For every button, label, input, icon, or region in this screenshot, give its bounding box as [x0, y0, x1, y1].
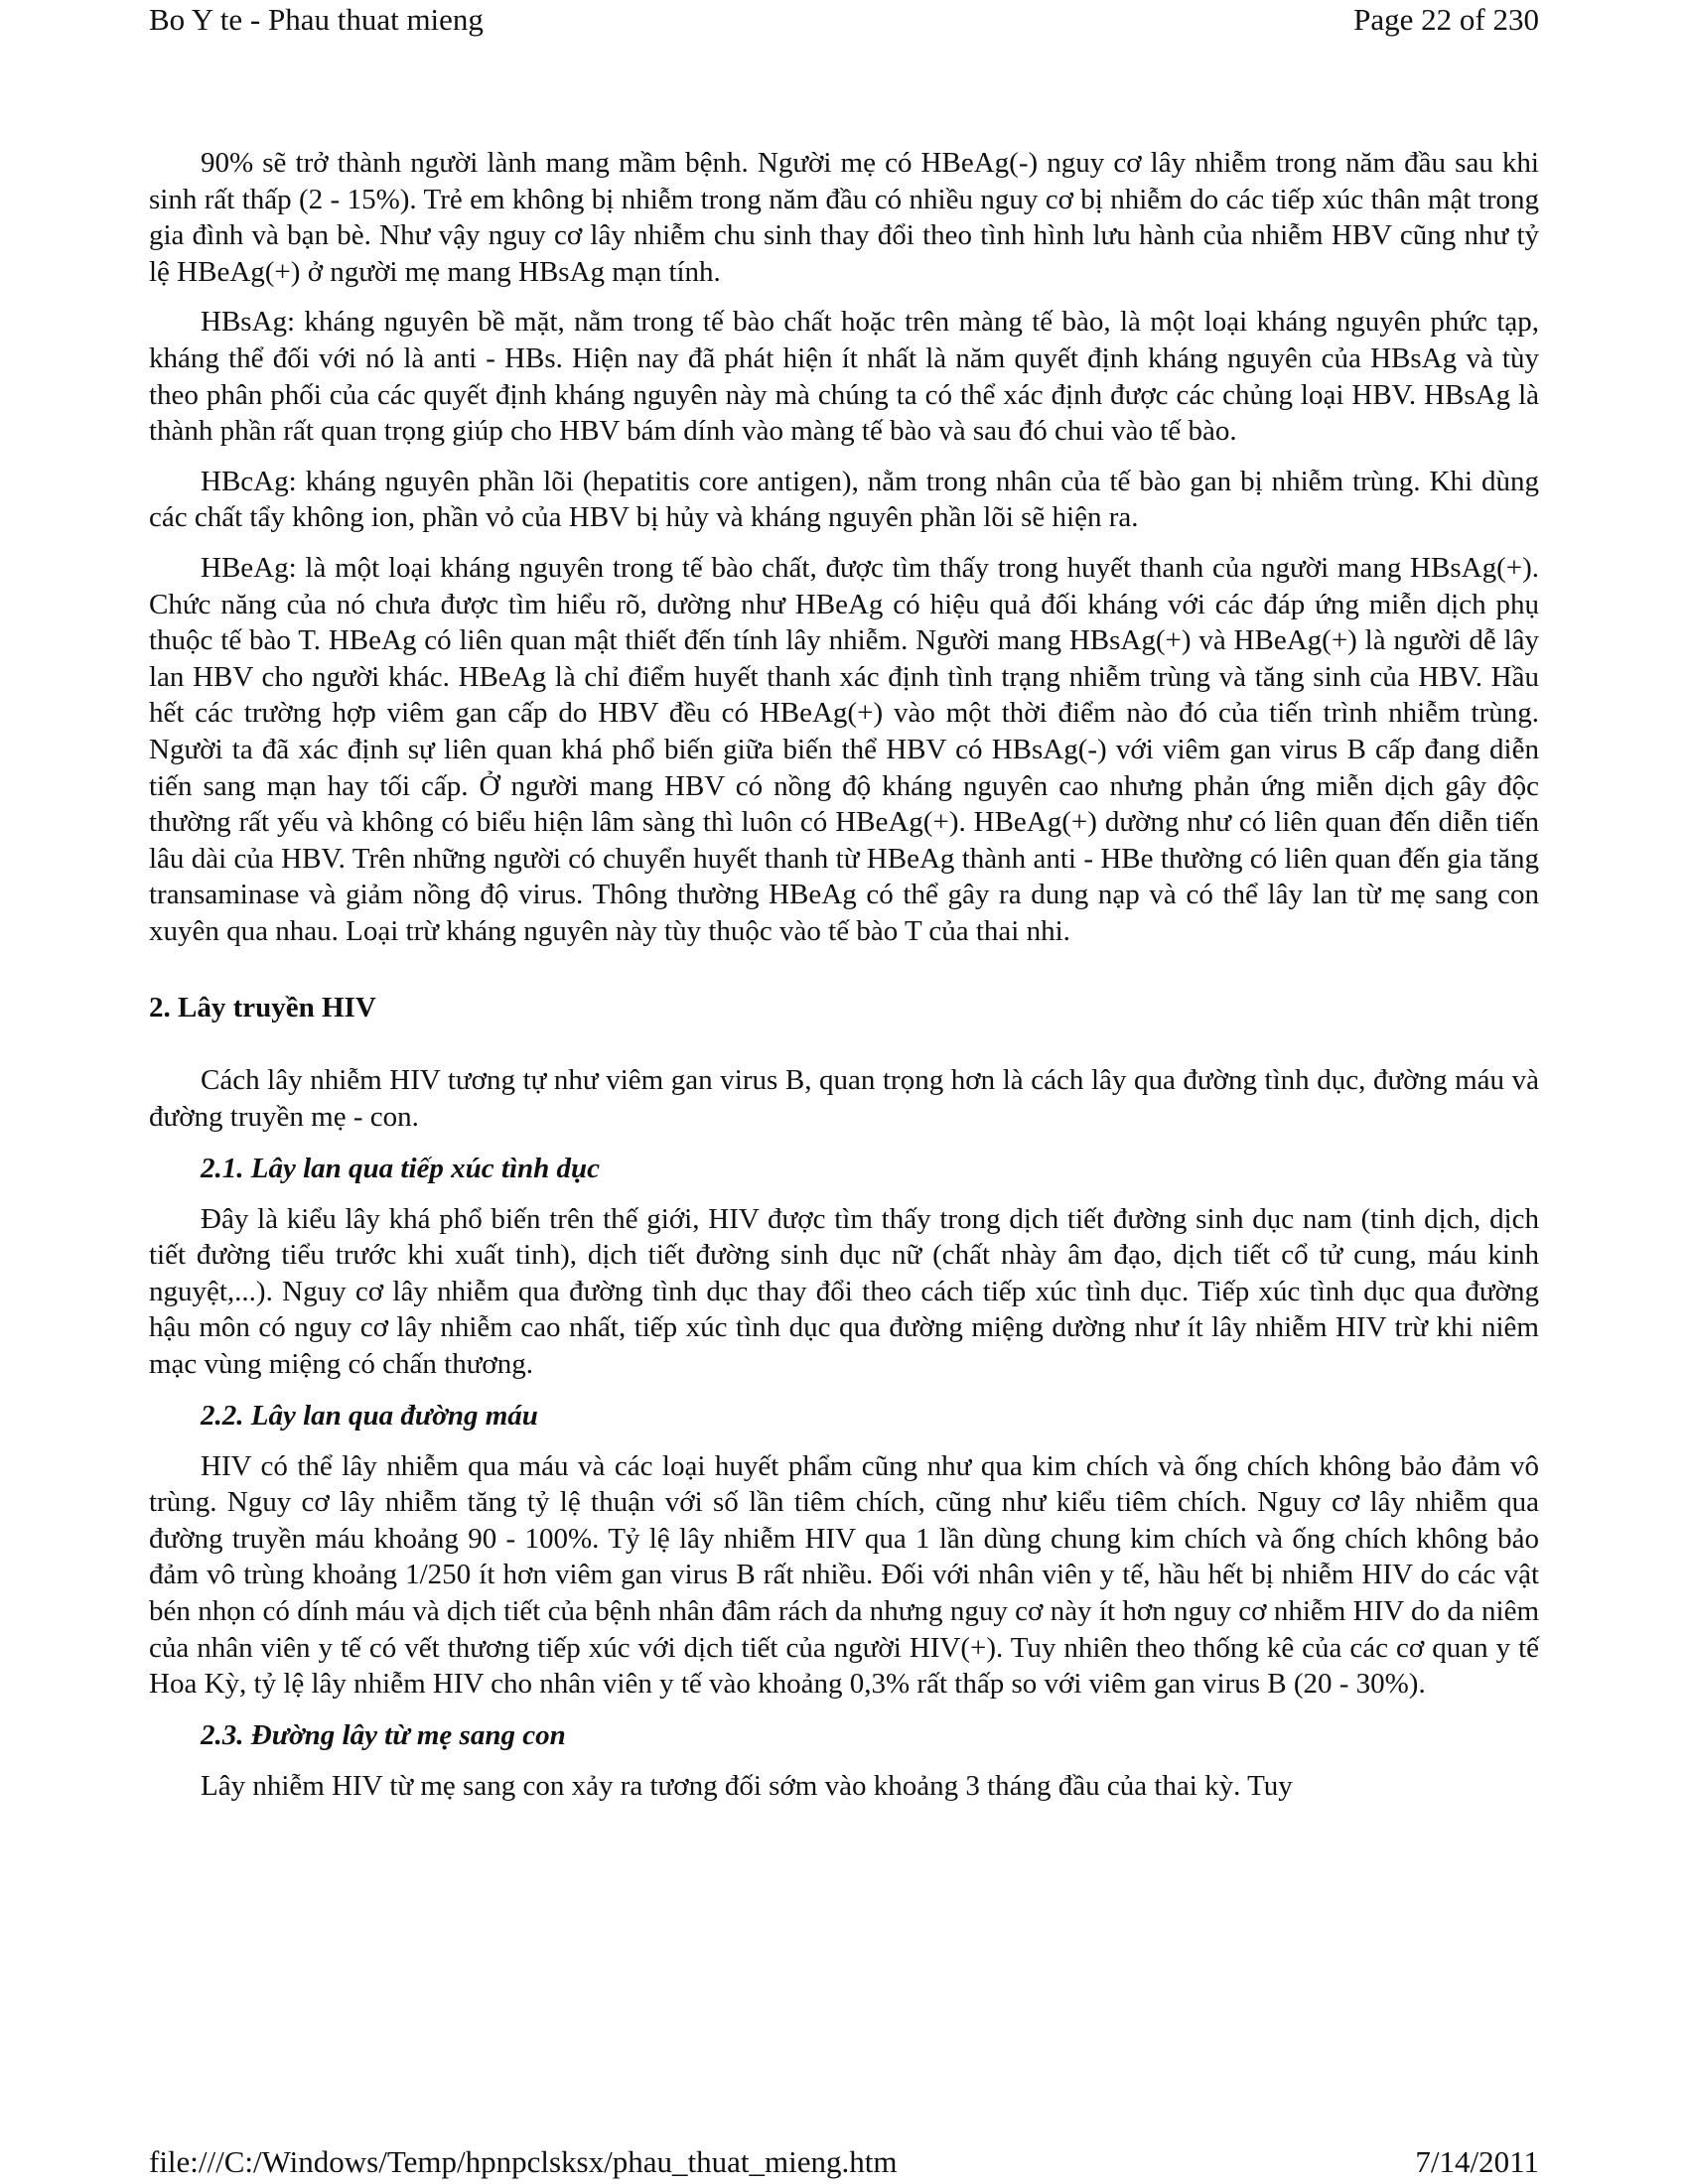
document-body	[149, 145, 1539, 1818]
paragraph-hbsag: HBsAg: kháng nguyên bề mặt, nằm trong tế bào chất hoặc trên màng tế bào, là một loại kháng nguyên phức tạp, kháng thể đối với nó là anti - HBs. Hiện nay đã phát hiện ít nhất là năm quyết định kháng nguyên của HBsAg và tùy theo phân phối của các quyết định kháng nguyên này mà chúng ta có thể xác định được các chủng loại HBV. HBsAg là thành phần rất quan trọng giúp cho HBV bám dính vào màng tế bào và sau đó chui vào tế bào.	[149, 306, 1539, 448]
paragraph-sexual-contact: Đây là kiểu lây khá phổ biến trên thế giới, HIV được tìm thấy trong dịch tiết đường sinh dục nam (tinh dịch, dịch tiết đường tiểu trước khi xuất tinh), dịch tiết đường sinh dục nữ (chất nhày âm đạo, dịch tiết cổ tử cung, máu kinh nguyệt,...). Nguy cơ lây nhiễm qua đường tình dục thay đổi theo cách tiếp xúc tình dục. Tiếp xúc tình dục qua đường hậu môn có nguy cơ lây nhiễm cao nhất, tiếp xúc tình dục qua đường miệng dường như ít lây nhiễm HIV trừ khi niêm mạc vùng miệng có chấn thương.	[149, 1202, 1539, 1381]
page-number: Page 22 of 230	[1353, 2, 1539, 37]
page-header	[149, 0, 1539, 40]
file-path: file:///C:/Windows/Temp/hpnpclsksx/phau_thuat_mieng.htm	[149, 2144, 898, 2179]
subsection-heading-blood: 2.2. Lây lan qua đường máu	[201, 1399, 538, 1432]
document-title: Bo Y te - Phau thuat mieng	[149, 2, 484, 37]
print-date: 7/14/2011	[1415, 2144, 1539, 2179]
subsection-heading-mother-to-child: 2.3. Đường lây từ mẹ sang con	[201, 1718, 566, 1751]
paragraph-perinatal-risk: 90% sẽ trở thành người lành mang mầm bệnh. Người mẹ có HBeAg(-) nguy cơ lây nhiễm trong năm đầu sau khi sinh rất thấp (2 - 15%). Trẻ em không bị nhiễm trong năm đầu có nhiều nguy cơ bị nhiễm do các tiếp xúc thân mật trong gia đình và bạn bè. Như vậy nguy cơ lây nhiễm chu sinh thay đổi theo tình hình lưu hành của nhiễm HBV cũng như tỷ lệ HBeAg(+) ở người mẹ mang HBsAg mạn tính.	[149, 147, 1539, 288]
subsection-heading-sexual-contact: 2.1. Lây lan qua tiếp xúc tình dục	[201, 1152, 601, 1184]
paragraph-blood: HIV có thể lây nhiễm qua máu và các loại huyết phẩm cũng như qua kim chích và ống chích không bảo đảm vô trùng. Nguy cơ lây nhiễm tăng tỷ lệ thuận với số lần tiêm chích, cũng như kiểu tiêm chích. Nguy cơ lây nhiễm qua đường truyền máu khoảng 90 - 100%. Tỷ lệ lây nhiễm HIV qua 1 lần dùng chung kim chích và ống chích không bảo đảm vô trùng khoảng 1/250 ít hơn viêm gan virus B rất nhiều. Đối với nhân viên y tế, hầu hết bị nhiễm HIV do các vật bén nhọn có dính máu và dịch tiết của bệnh nhân đâm rách da nhưng nguy cơ này ít hơn nguy cơ nhiễm HIV do da niêm của nhân viên y tế có vết thương tiếp xúc với dịch tiết của người HIV(+). Tuy nhiên theo thống kê của các cơ quan y tế Hoa Kỳ, tỷ lệ lây nhiễm HIV cho nhân viên y tế vào khoảng 0,3% rất thấp so với viêm gan virus B (20 - 30%).	[149, 1449, 1539, 1701]
paragraph-mother-to-child: Lây nhiễm HIV từ mẹ sang con xảy ra tương đối sớm vào khoảng 3 tháng đầu của thai kỳ. Tuy	[201, 1769, 1293, 1802]
page-footer	[149, 2142, 1539, 2182]
paragraph-hbcag: HBcAg: kháng nguyên phần lõi (hepatitis core antigen), nằm trong nhân của tế bào gan bị nhiễm trùng. Khi dùng các chất tẩy không ion, phần vỏ của HBV bị hủy và kháng nguyên phần lõi sẽ hiện ra.	[149, 465, 1539, 534]
paragraph-hbeag: HBeAg: là một loại kháng nguyên trong tế bào chất, được tìm thấy trong huyết thanh của người mang HBsAg(+). Chức năng của nó chưa được tìm hiểu rõ, dường như HBeAg có hiệu quả đối kháng với các đáp ứng miễn dịch phụ thuộc tế bào T. HBeAg có liên quan mật thiết đến tính lây nhiễm. Người mang HBsAg(+) và HBeAg(+) là người dễ lây lan HBV cho người khác. HBeAg là chỉ điểm huyết thanh xác định tình trạng nhiễm trùng và tăng sinh của HBV. Hầu hết các trường hợp viêm gan cấp do HBV đều có HBeAg(+) vào một thời điểm nào đó của tiến trình nhiễm trùng. Người ta đã xác định sự liên quan khá phổ biến giữa biến thể HBV có HBsAg(-) với viêm gan virus B cấp đang diễn tiến sang mạn hay tối cấp. Ở người mang HBV có nồng độ kháng nguyên cao nhưng phản ứng miễn dịch gây độc thường rất yếu và không có biểu hiện lâm sàng thì luôn có HBeAg(+). HBeAg(+) dường như có liên quan đến diễn tiến lâu dài của HBV. Trên những người có chuyển huyết thanh từ HBeAg thành anti - HBe thường có liên quan đến gia tăng transaminase và giảm nồng độ virus. Thông thường HBeAg có thể gây ra dung nạp và có thể lây lan từ mẹ sang con xuyên qua nhau. Loại trừ kháng nguyên này tùy thuộc vào tế bào T của thai nhi.	[149, 551, 1539, 947]
section-heading-hiv-transmission: 2. Lây truyền HIV	[149, 992, 376, 1024]
paragraph-hiv-intro: Cách lây nhiễm HIV tương tự như viêm gan virus B, quan trọng hơn là cách lây qua đường tình dục, đường máu và đường truyền mẹ - con.	[149, 1064, 1539, 1134]
